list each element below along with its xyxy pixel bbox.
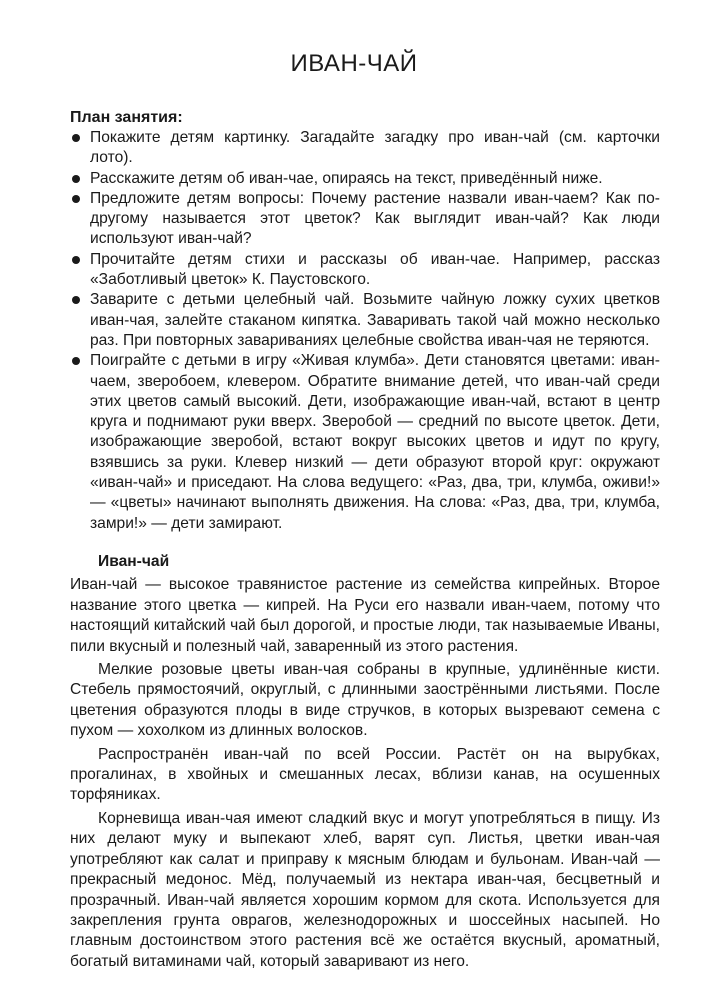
lesson-plan-heading: План занятия: bbox=[70, 109, 183, 126]
article-paragraph: Корневища иван-чая имеют сладкий вкус и могут употребляться в пищу. Из них делают муку и выпекают хлеб, варят суп. Листья, цветки иван-чая употребляют как салат и приправу к мясным блюдам и бульонам. Иван-чай — прекрасный медонос. Мёд, получаемый из нектара иван-чая, бесцветный и прозрачный. Иван-чай является хорошим кормом для скота. Используется для закрепления грунта оврагов, железнодорожных и шоссейных насыпей. Но главным достоинством этого растения всё же остаётся вкусный, ароматный, богатый витаминами чай, который заваривают из него. bbox=[70, 809, 660, 970]
lesson-plan-list bbox=[70, 128, 660, 534]
article-heading: Иван-чай bbox=[98, 553, 170, 570]
plan-item bbox=[70, 128, 660, 169]
plan-item bbox=[70, 189, 660, 250]
plan-item bbox=[70, 290, 660, 351]
article-section bbox=[70, 552, 660, 972]
plan-item-text: Прочитайте детям стихи и рассказы об иван-чае. Например, рассказ «Заботливый цветок» К. Паустовского. bbox=[90, 250, 660, 289]
page-title: ИВАН-ЧАЙ bbox=[290, 50, 418, 77]
bullet-icon bbox=[72, 175, 80, 183]
lesson-plan-section bbox=[70, 108, 660, 534]
plan-item-text: Покажите детям картинку. Загадайте загадку про иван-чай (см. карточки лото). bbox=[90, 129, 660, 167]
plan-item-text: Поиграйте с детьми в игру «Живая клумба». Дети становятся цветами: иван-чаем, зверобоем, клевером. Обратите внимание детей, что иван-чай среди этих цветов самый высокий. Дети, изображающие иван-чай, встают в центр круга и поднимают руки вверх. Зверобой — средний по высоте цветок. Дети, изображающие зверобой, встают вокруг высоких цветов и идут по кругу, взявшись за руки. Клевер низкий — дети образуют второй круг: окружают «иван-чай» и приседают. На слова ведущего: «Раз, два, три, клумба, оживи!» — «цветы» начинают выполнять движения. На слова: «Раз, два, три, клумба, замри!» — дети замирают. bbox=[90, 352, 660, 532]
bullet-icon bbox=[72, 256, 80, 264]
plan-item bbox=[70, 250, 660, 291]
plan-item-text: Предложите детям вопросы: Почему растение назвали иван-чаем? Как по-другому называется этот цветок? Как выглядит иван-чай? Как люди используют иван-чай? bbox=[90, 189, 660, 248]
plan-item-text: Расскажите детям об иван-чае, опираясь на текст, приведённый ниже. bbox=[90, 169, 603, 187]
article-paragraph: Распространён иван-чай по всей России. Растёт он на вырубках, прогалинах, в хвойных и смешанных лесах, вблизи канав, на осушенных торфяниках. bbox=[70, 745, 660, 804]
bullet-icon bbox=[72, 195, 80, 203]
bullet-icon bbox=[72, 357, 80, 365]
plan-item bbox=[70, 169, 660, 189]
bullet-icon bbox=[72, 134, 80, 142]
plan-item-text: Заварите с детьми целебный чай. Возьмите чайную ложку сухих цветков иван-чая, залейте стаканом кипятка. Заваривать такой чай можно несколько раз. При повторных завариваниях целебные свойства иван-чая не теряются. bbox=[90, 291, 660, 349]
plan-item bbox=[70, 351, 660, 534]
article-paragraph: Иван-чай — высокое травянистое растение из семейства кипрейных. Второе название этого цветка — кипрей. На Руси его назвали иван-чаем, потому что настоящий китайский чай был дорогой, и простые люди, так называемые Иваны, пили вкусный и полезный чай, заваренный из этого растения. bbox=[70, 576, 660, 655]
bullet-icon bbox=[72, 296, 80, 304]
article-paragraph: Мелкие розовые цветы иван-чая собраны в крупные, удлинённые кисти. Стебель прямостоячий, округлый, с длинными заострёнными листьями. После цветения образуются плоды в виде стручков, в которых вызревают семена с пухом — хохолком из длинных волосков. bbox=[70, 661, 660, 740]
